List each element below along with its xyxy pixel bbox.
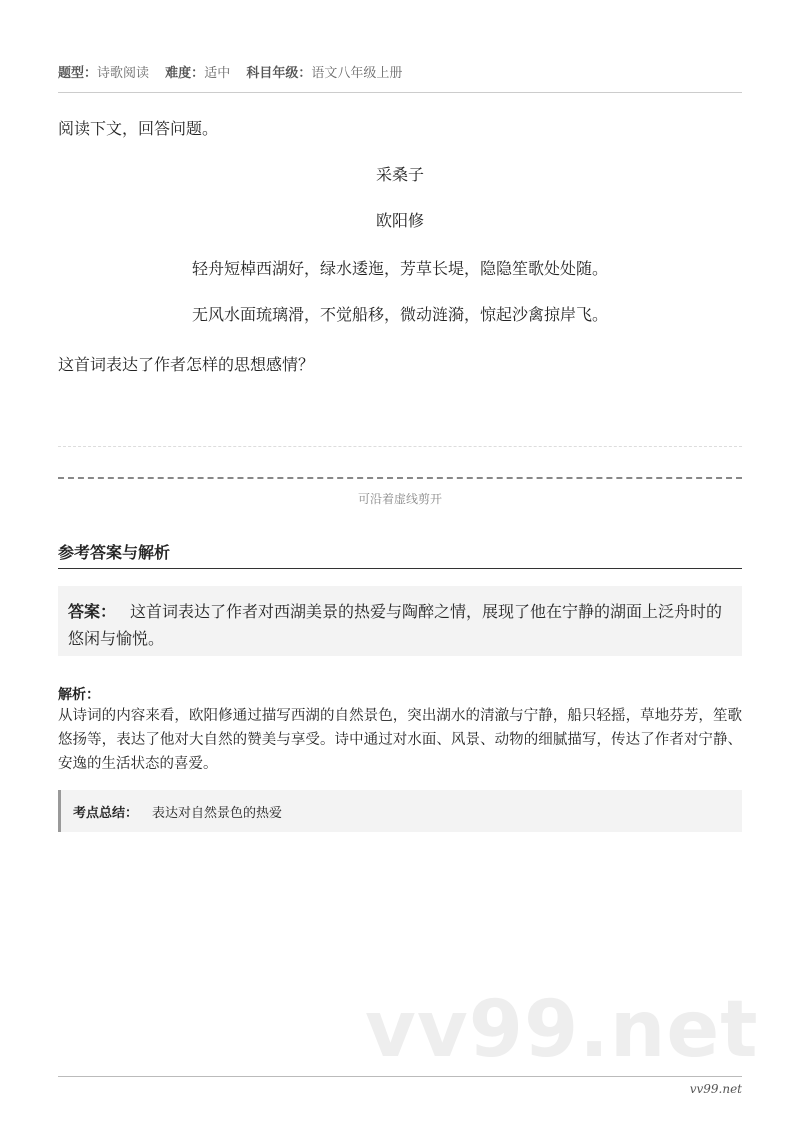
poem-title: 采桑子 <box>375 165 424 184</box>
question-meta <box>58 62 742 81</box>
subject-label: 科目年级： <box>246 66 312 81</box>
difficulty-value: 适中 <box>204 66 231 81</box>
question-intro: 阅读下文，回答问题。 <box>58 119 219 138</box>
question-prompt: 这首词表达了作者怎样的思想感情？ <box>58 355 315 374</box>
keypoint-box <box>58 790 742 832</box>
poem-line: 轻舟短棹西湖好，绿水逶迤，芳草长堤，隐隐笙歌处处随。 <box>191 259 608 278</box>
subject-value: 语文八年级上册 <box>311 66 403 81</box>
footer-site: vv99.net <box>689 1082 742 1096</box>
cut-hint: 可沿着虚线剪开 <box>357 492 442 506</box>
keypoint-text: 表达对自然景色的热爱 <box>152 805 283 821</box>
watermark: vv99.net <box>365 985 759 1075</box>
footer-divider <box>58 1076 742 1077</box>
answer-box <box>58 586 742 656</box>
answer-space-line <box>58 446 742 447</box>
difficulty-label: 难度： <box>165 66 205 81</box>
header-divider <box>58 92 742 93</box>
section-divider <box>58 568 742 569</box>
analysis-text: 从诗词的内容来看，欧阳修通过描写西湖的自然景色，突出湖水的清澈与宁静，船只轻摇，草地芬芳，笙歌悠扬等，表达了他对大自然的赞美与享受。诗中通过对水面、风景、动物的细腻描写，传达了作者对宁静、安逸的生活状态的喜爱。 <box>58 708 742 772</box>
type-label: 题型： <box>58 66 98 81</box>
poem-line: 无风水面琉璃滑，不觉船移，微动涟漪，惊起沙禽掠岸飞。 <box>191 305 608 324</box>
answer-section-title: 参考答案与解析 <box>58 543 171 562</box>
poem-author: 欧阳修 <box>375 211 424 230</box>
type-value: 诗歌阅读 <box>97 66 150 81</box>
answer-text: 这首词表达了作者对西湖美景的热爱与陶醉之情，展现了他在宁静的湖面上泛舟时的悠闲与愉悦。 <box>68 602 723 648</box>
keypoint-label: 考点总结： <box>73 805 139 821</box>
answer-label: 答案： <box>68 602 117 621</box>
analysis-label: 解析： <box>58 687 100 703</box>
cut-line <box>58 477 742 479</box>
